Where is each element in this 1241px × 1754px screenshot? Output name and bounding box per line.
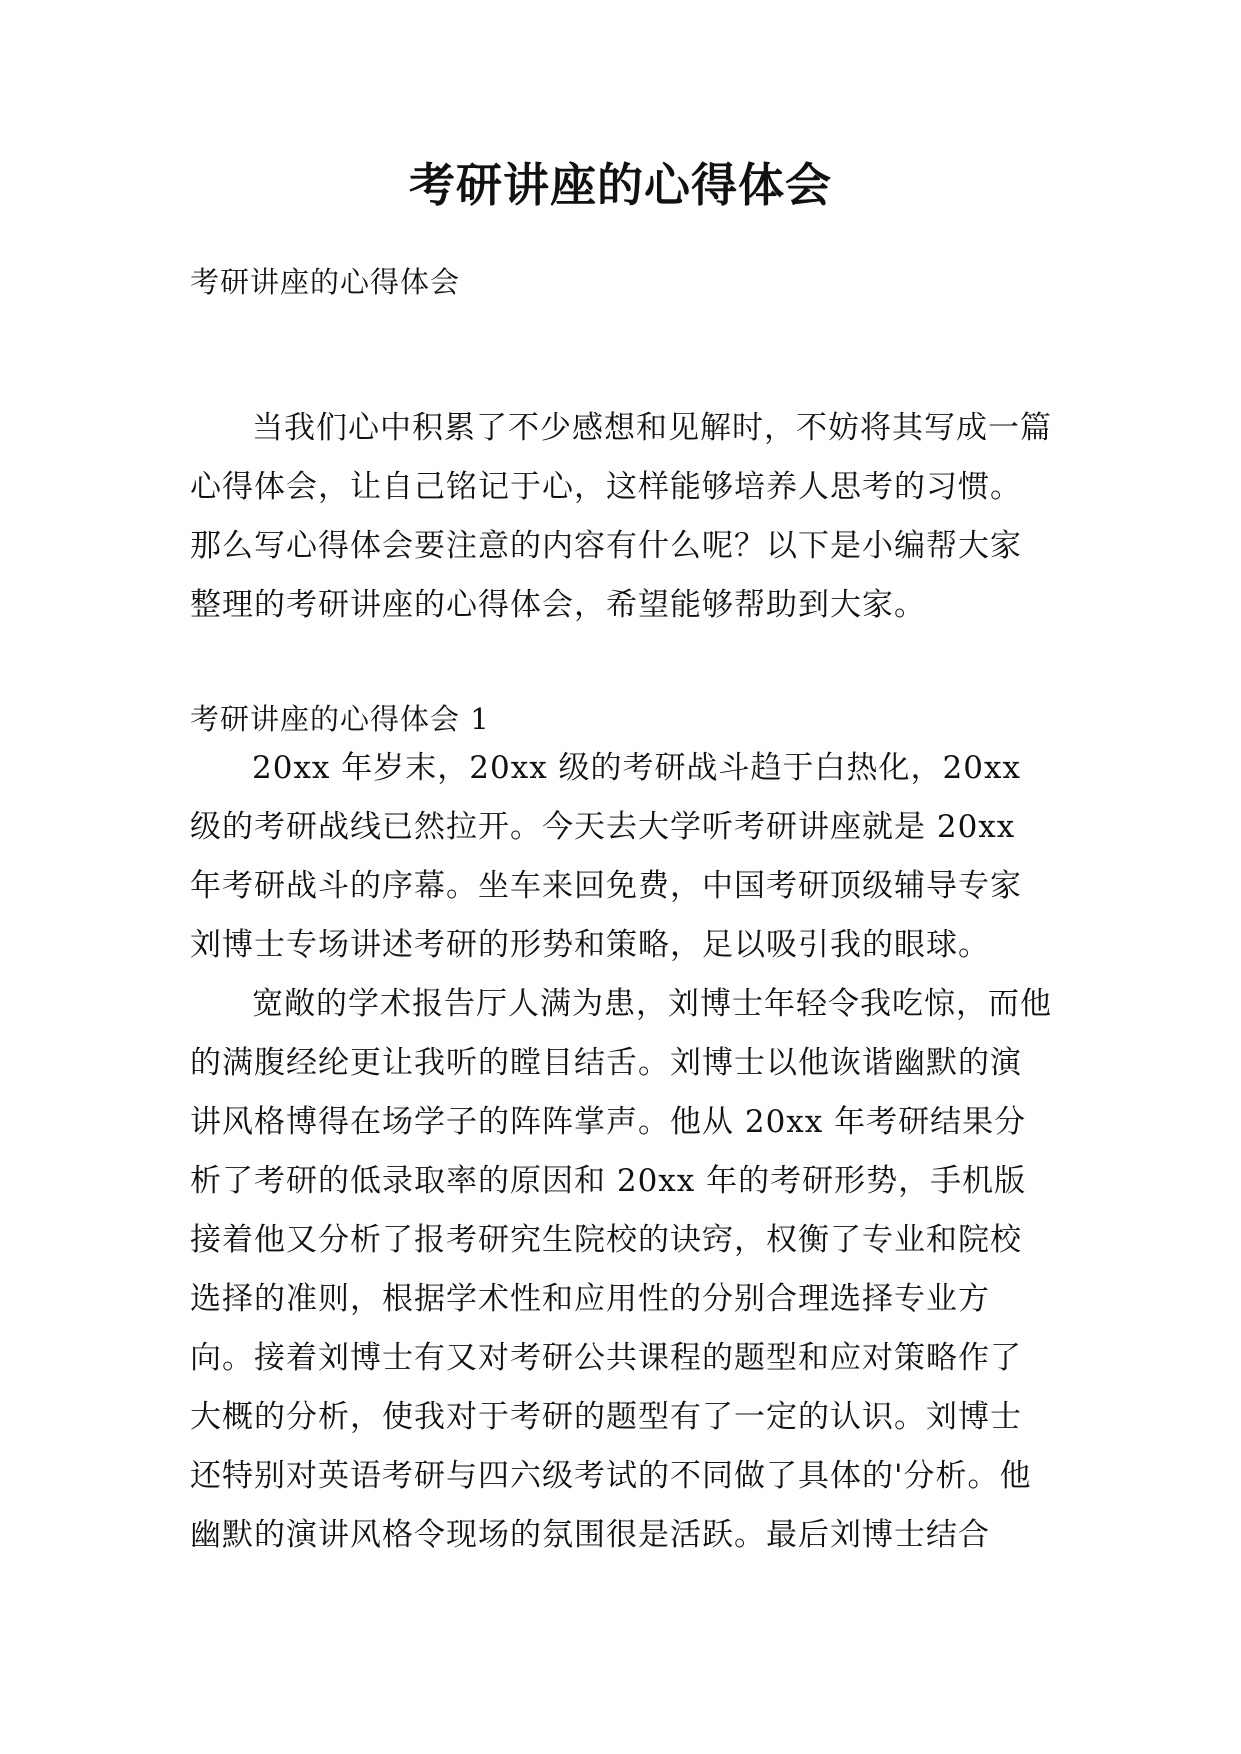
body-paragraph-2: 宽敞的学术报告厅人满为患，刘博士年轻令我吃惊，而他的满腹经纶更让我听的瞠目结舌。刘博士以他诙谐幽默的演讲风格博得在场学子的阵阵掌声。他从 20xx 年考研结果分析了考研的低录取率的原因和 20xx 年的考研形势，手机版接着他又分析了报考研究生院校的诀窍，权衡了专业和院校选择的准则，根据学术性和应用性的分别合理选择专业方向。接着刘博士有又对考研公共课程的题型和应对策略作了大概的分析，使我对于考研的题型有了一定的认识。刘博士还特别对英语考研与四六级考试的不同做了具体的'分析。他幽默的演讲风格令现场的氛围很是活跃。最后刘博士结合 <box>190 986 1052 1553</box>
document-title: 考研讲座的心得体会 <box>409 158 832 212</box>
intro-paragraph: 当我们心中积累了不少感想和见解时，不妨将其写成一篇心得体会，让自己铭记于心，这样能够培养人思考的习惯。那么写心得体会要注意的内容有什么呢？以下是小编帮大家整理的考研讲座的心得体会，希望能够帮助到大家。 <box>190 410 1052 623</box>
section-heading: 考研讲座的心得体会 1 <box>190 702 490 736</box>
document-subtitle: 考研讲座的心得体会 <box>190 265 461 299</box>
body-paragraph-1: 20xx 年岁末，20xx 级的考研战斗趋于白热化，20xx 级的考研战线已然拉开。今天去大学听考研讲座就是 20xx 年考研战斗的序幕。坐车来回免费，中国考研顶级辅导专家刘博士专场讲述考研的形势和策略，足以吸引我的眼球。 <box>190 750 1022 963</box>
